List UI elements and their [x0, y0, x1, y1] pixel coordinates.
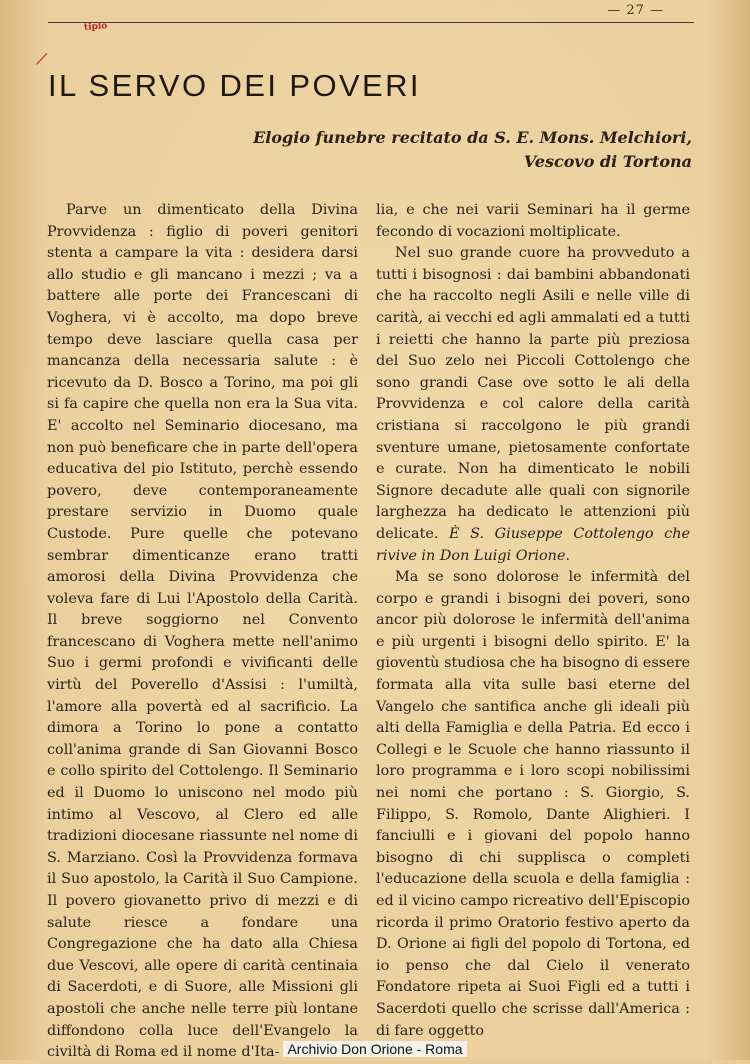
body-paragraph: Ma se sono dolorose le infermità del corpo e grandi i bisogni dei poveri, sono ancor più dolorose le infermità dell'anima e più urgenti i bisogni dello spirito. E' la gioventù studiosa che ha bisogno di essere formata alla vita sulle basi eterne del Vangelo che santifica anche gli ideali più alti della Famiglia e della Patria. Ed ecco i Collegi e le Scuole che hanno riassunto il loro programma e i loro scopi nobilissimi nei nomi che portano : S. Giorgio, S. Filippo, S. Romolo, Dante Alighieri. I fanciulli e i giovani del popolo hanno bisogno di chi supplisca o completi l'educazione della scuola e della famiglia : ed il vicino campo ricreativo dell'Episcopio ricorda il primo Oratorio festivo aperto da D. Orione ai figli del popolo di Tortona, ed io penso che dal Cielo il venerato Fondatore ripeta ai Suoi Figli ed a tutti i Sacerdoti quello che scrisse dall'America : di fare oggetto [376, 569, 690, 1039]
article-subtitle [252, 126, 692, 174]
subtitle-line-2: Vescovo di Tortona [523, 152, 692, 171]
article-title: IL SERVO DEI POVERI [48, 68, 421, 103]
header-rule [48, 22, 694, 23]
body-paragraph [376, 243, 690, 567]
body-paragraph: Parve un dimenticato della Divina Provvidenza : figlio di poveri genitori stenta a campare la vita : desidera darsi allo studio e gli mancano i mezzi ; va a battere alle porte dei Francescani di Voghera, vi è accolto, ma dopo breve tempo deve lasciare quella casa per mancanza della necessaria salute : è ricevuto da D. Bosco a Torino, ma poi gli si fa capire che quella non era la Sua vita. E' accolto nel Seminario diocesano, ma non può beneficare che in parte dell'opera educativa del pio Istituto, perchè essendo povero, deve contemporaneamente prestare servizio in Duomo quale Custode. Pure quelle che potevano sembrar dimenticanze erano tratti amorosi della Divina Provvidenza che voleva fare di Lui l'Apostolo della Carità. Il breve soggiorno nel Convento francescano di Voghera mette nell'animo Suo i germi profondi e vivificanti delle virtù del Poverello d'Assisi : l'umiltà, l'amore alla povertà ed al sacrificio. La dimora a Torino lo pone a contatto coll'anima grande di San Giovanni Bosco e collo spirito del Cottolengo. Il Seminario ed il Duomo lo uniscono nel modo più intimo al Vescovo, al Clero ed alle tradizioni diocesane riassunte nel nome di S. Marziano. Così la Provvidenza formava il Suo apostolo, la Carità il Suo Campione. Il povero giovanetto privo di mezzi e di salute riesce a fondare una Congregazione che ha dato alla Chiesa due Vescovi, alle opere di carità centinaia di Sacerdoti, e di Suore, alle Missioni gli apostoli che anche nelle terre più lontane diffondono colla luce dell'Evangelo la civiltà di Roma ed il nome d'Ita- [47, 202, 358, 1061]
archive-footer [0, 1038, 750, 1060]
right-column [376, 200, 690, 1039]
emphasized-text: È S. Giuseppe Cottolengo che rivive in Don Luigi Orione. [376, 525, 690, 564]
body-paragraph-continuation: lia, e che nei varii Seminari ha il germe fecondo di vocazioni moltiplicate. [376, 202, 690, 240]
archive-label: Archivio Don Orione - Roma [283, 1041, 466, 1057]
paragraph-text: Nel suo grande cuore ha provveduto a tutti i bisognosi : dai bambini abbandonati che ha raccolto negli Asili e nelle ville di carità, ai vecchi ed agli ammalati ed a tutti i reietti che hanno la parte più preziosa del Suo zelo nei Piccoli Cottolengo che sono grandi Case ove sotto le ali della Provvidenza e col calore della carità cristiana si raccolgono le più grandi sventure umane, pietosamente confortate e curate. Non ha dimenticato le nobili Signore decadute alle quali con signorile larghezza ha dedicato le attenzioni più delicate. [376, 245, 690, 542]
pen-mark-icon: ⁄ [37, 49, 45, 71]
page-number: — 27 — [607, 3, 664, 18]
left-column [47, 200, 358, 1061]
subtitle-line-1: Elogio funebre recitato da S. E. Mons. Melchiori, [253, 128, 692, 147]
stamp-mark: tiplo [83, 21, 108, 33]
